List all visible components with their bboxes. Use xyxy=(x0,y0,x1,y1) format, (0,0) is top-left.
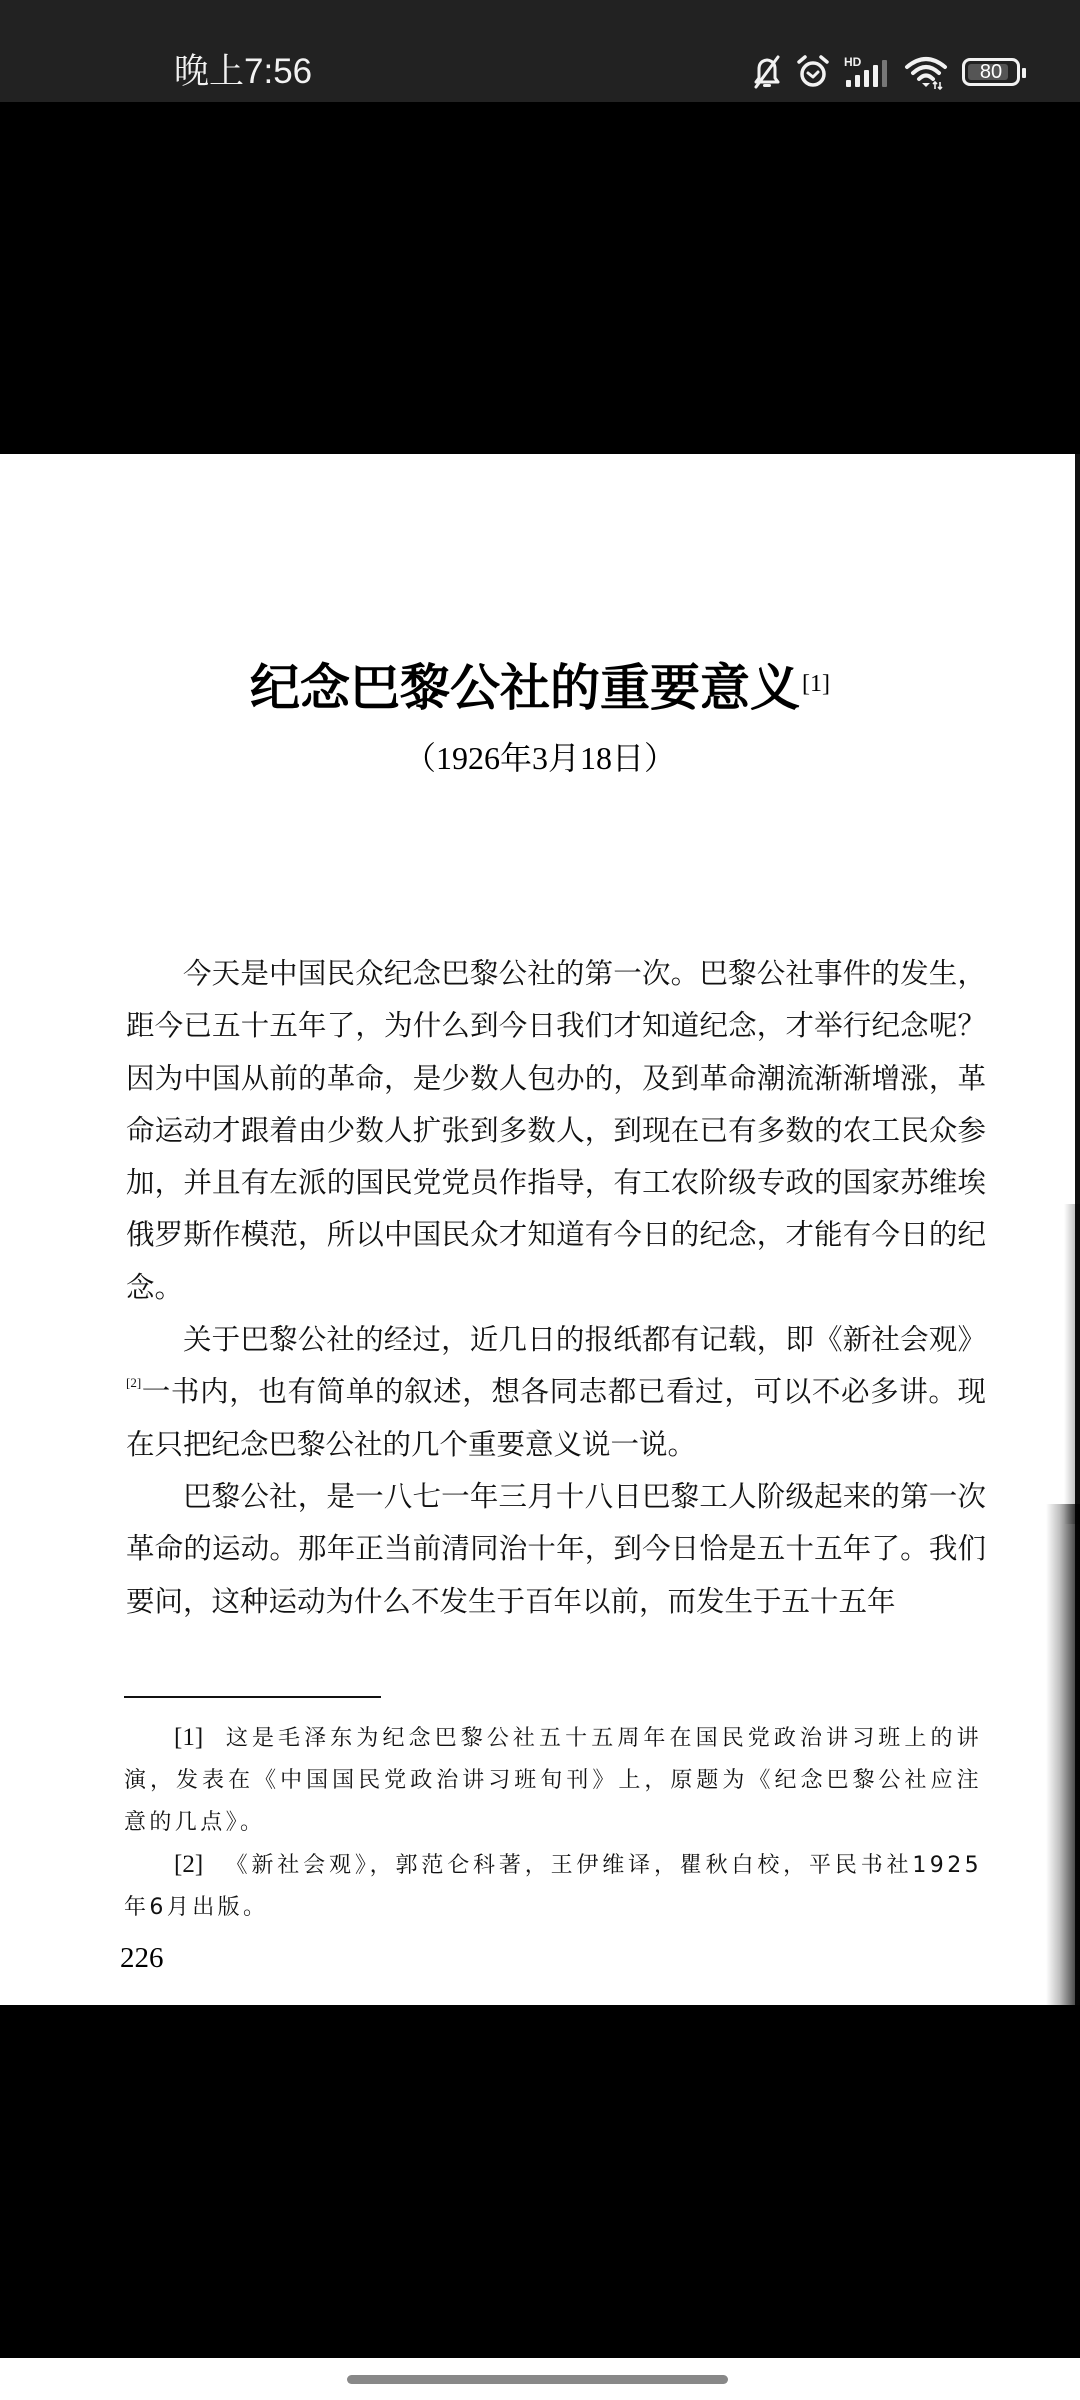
navigation-bar xyxy=(0,2358,1080,2400)
page-number: 226 xyxy=(120,1942,164,1974)
footnote-text: 这是毛泽东为纪念巴黎公社五十五周年在国民党政治讲习班上的讲演，发表在《中国国民党政治讲习班旬刊》上，原题为《纪念巴黎公社应注意的几点》。 xyxy=(124,1726,982,1835)
hd-signal-icon xyxy=(844,54,890,90)
paragraph-text: 一书内，也有简单的叙述，想各同志都已看过，可以不必多讲。现在只把纪念巴黎公社的几个重要意义说一说。 xyxy=(126,1375,986,1461)
paragraph-text: 关于巴黎公社的经过，近几日的报纸都有记载，即《新社会观》 xyxy=(183,1323,986,1357)
svg-text:HD: HD xyxy=(844,55,862,69)
footnote xyxy=(124,1717,982,1844)
wifi-icon xyxy=(904,54,948,90)
date-line: （1926年3月18日） xyxy=(403,740,676,776)
page-title xyxy=(0,658,1080,718)
battery-tip xyxy=(1022,68,1026,78)
home-gesture-bar[interactable] xyxy=(347,2375,728,2384)
status-time: 晚上7:56 xyxy=(174,52,313,91)
document-page[interactable] xyxy=(0,454,1080,2005)
status-icons xyxy=(752,52,1020,92)
footnotes xyxy=(124,1717,982,1929)
title-text: 纪念巴黎公社的重要意义 xyxy=(250,658,800,717)
paragraph: 今天是中国民众纪念巴黎公社的第一次。巴黎公社事件的发生，距今已五十五年了，为什么到今日我们才知道纪念，才举行纪念呢？因为中国从前的革命，是少数人包办的，及到革命潮流渐渐增涨，革命运动才跟着由少数人扩张到多数人，到现在已有多数的农工民众参加，并且有左派的国民党党员作指导，有工农阶级专政的国家苏维埃俄罗斯作模范，所以中国民众才知道有今日的纪念，才能有今日的纪念。 xyxy=(126,957,986,1304)
footnote-mark: [1] xyxy=(174,1724,204,1751)
bell-muted-icon xyxy=(752,54,782,90)
battery-level: 80 xyxy=(979,61,1003,83)
footnote-mark: [2] xyxy=(174,1851,204,1878)
footnote-ref-1: [1] xyxy=(802,671,830,697)
footnote-divider xyxy=(124,1696,381,1698)
scan-noise xyxy=(1064,1204,1080,1524)
battery-icon xyxy=(962,58,1020,86)
paragraph xyxy=(126,1314,986,1471)
status-bar xyxy=(0,0,1080,102)
scan-noise xyxy=(1046,1504,1080,2005)
footnote-text: 《新社会观》，郭范仑科著，王伊维译，瞿秋白校，平民书社1925年6月出版。 xyxy=(124,1853,982,1920)
footnote xyxy=(124,1844,982,1929)
footnote-ref-2: [2] xyxy=(126,1375,142,1391)
body-text xyxy=(126,948,986,1628)
alarm-icon xyxy=(796,54,830,90)
paragraph: 巴黎公社，是一八七一年三月十八日巴黎工人阶级起来的第一次革命的运动。那年正当前清同治十年，到今日恰是五十五年了。我们要问，这种运动为什么不发生于百年以前，而发生于五十五年 xyxy=(126,1479,986,1618)
